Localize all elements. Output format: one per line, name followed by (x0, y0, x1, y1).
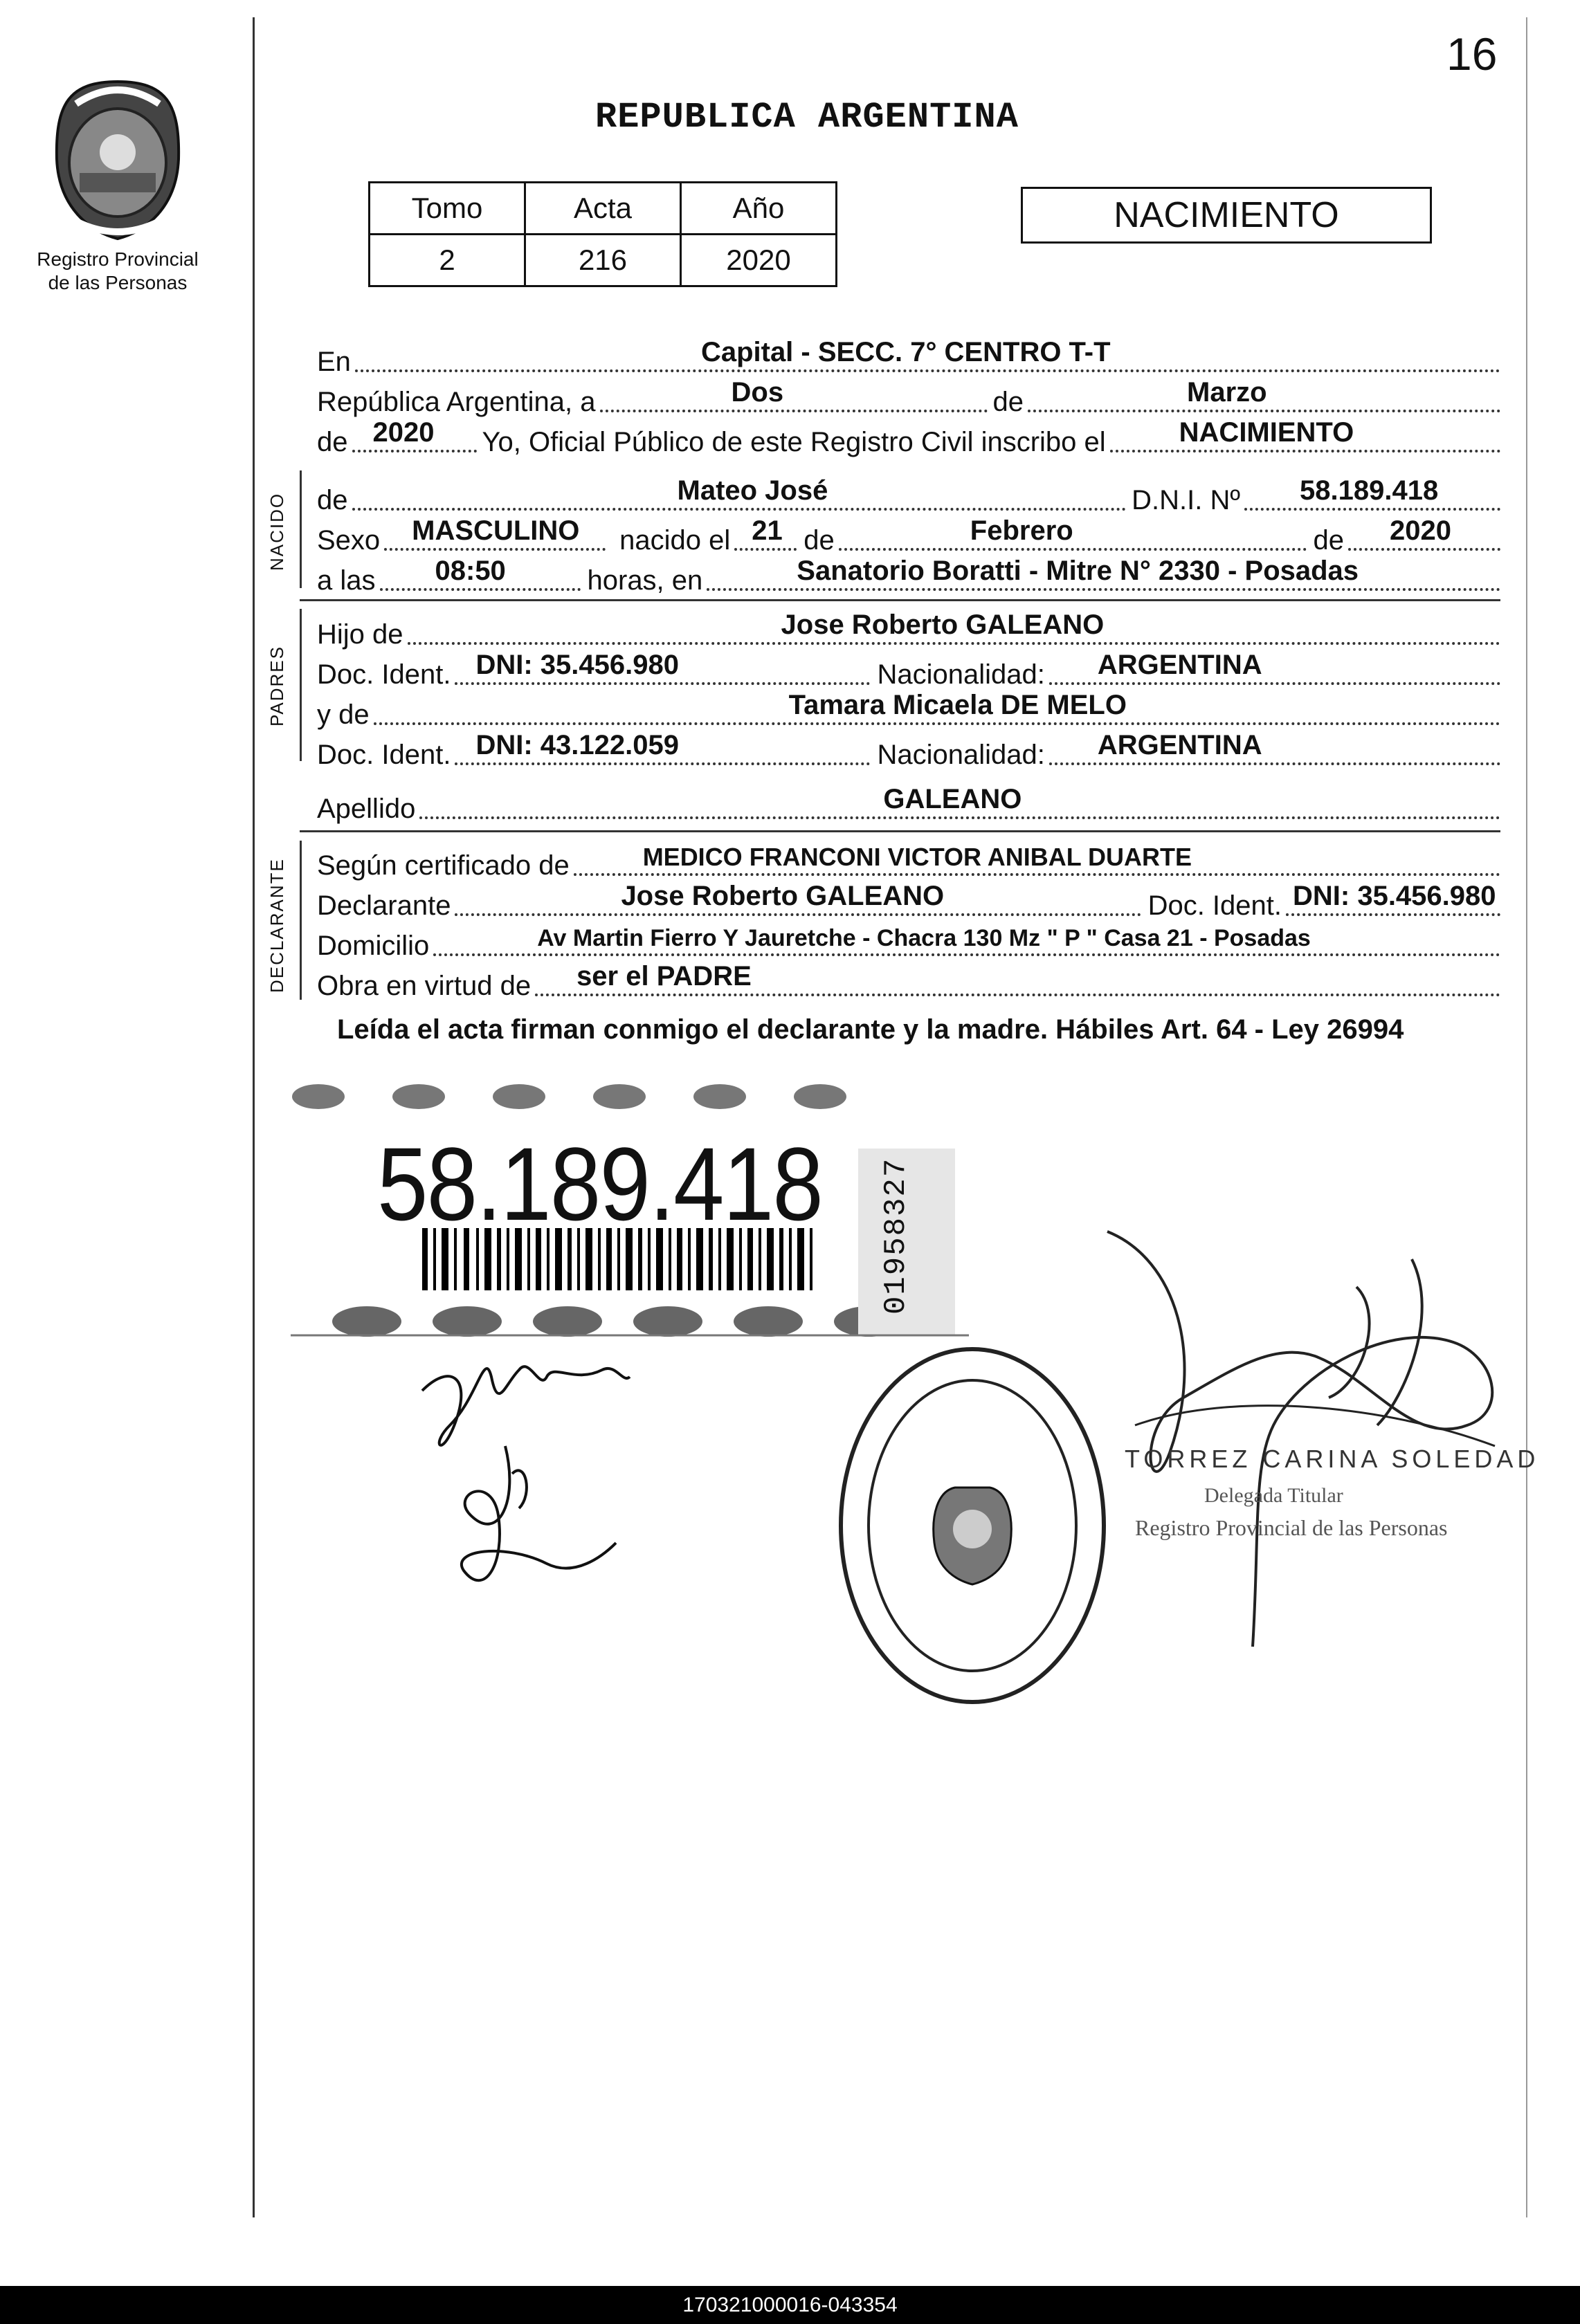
registry-seal-icon (834, 1342, 1111, 1709)
left-margin-line (253, 17, 255, 2217)
birth-month: Febrero (970, 515, 1073, 546)
misiones-shield-icon (28, 76, 208, 242)
birth-place: Sanatorio Boratti - Mitre N° 2330 - Posadas (797, 556, 1359, 586)
header-tomo: Tomo (370, 183, 525, 235)
mother-name: Tamara Micaela DE MELO (788, 690, 1127, 720)
row-surname: Apellido GALEANO (317, 786, 1500, 825)
act-value: NACIMIENTO (1179, 417, 1354, 448)
official-role: Delegada Titular (1204, 1484, 1343, 1507)
closing-note: Leída el acta firman conmigo el declarante y la madre. Hábiles Art. 64 - Ley 26994 (337, 1014, 1404, 1045)
official-office: Registro Provincial de las Personas (1135, 1515, 1448, 1540)
father-nationality: ARGENTINA (1097, 650, 1262, 680)
mother-nationality: ARGENTINA (1097, 730, 1262, 760)
child-sex: MASCULINO (412, 515, 580, 546)
official-name: TORREZ CARINA SOLEDAD (1125, 1445, 1540, 1473)
logo-caption: Registro Provincial de las Personas (37, 248, 199, 293)
address-value: Av Martin Fierro Y Jauretche - Chacra 130 Mz " P " Casa 21 - Posadas (537, 925, 1311, 951)
surname-value: GALEANO (883, 784, 1022, 814)
row-name: de Mateo José D.N.I. Nº 58.189.418 (317, 477, 1500, 516)
dni-sticker-serial: 01958327 (879, 1157, 914, 1315)
year-value: 2020 (372, 417, 435, 448)
value-acta: 216 (525, 235, 681, 286)
section-nacido-label: NACIDO (266, 492, 287, 571)
child-name: Mateo José (677, 475, 828, 506)
row-address: Domicilio Av Martin Fierro Y Jauretche - Chacra 130 Mz " P " Casa 21 - Posadas (317, 923, 1500, 962)
row-sex-date: Sexo MASCULINO nacido el 21 de Febrero de 2020 (317, 518, 1500, 556)
header-anio: Año (681, 183, 837, 235)
birth-day: 21 (752, 515, 783, 546)
place-value: Capital - SECC. 7° CENTRO T-T (700, 337, 1111, 367)
right-margin-line (1526, 17, 1527, 2217)
dni-sticker-number: 58.189.418 (377, 1126, 823, 1242)
row-mother: y de Tamara Micaela DE MELO (317, 692, 1500, 731)
row-date: República Argentina, a Dos de Marzo (317, 379, 1500, 418)
row-declarant: Declarante Jose Roberto GALEANO Doc. Ident. DNI: 35.456.980 (317, 883, 1500, 922)
capacity-value: ser el PADRE (576, 961, 752, 991)
birth-time: 08:50 (435, 556, 506, 586)
row-year: de 2020 Yo, Oficial Público de este Registro Civil inscribo el NACIMIENTO (317, 419, 1500, 458)
month-value: Marzo (1187, 377, 1267, 408)
header-acta: Acta (525, 183, 681, 235)
footer-code: 170321000016-043354 (0, 2286, 1580, 2324)
row-father: Hijo de Jose Roberto GALEANO (317, 612, 1500, 650)
father-doc: DNI: 35.456.980 (475, 650, 679, 680)
row-en: En Capital - SECC. 7° CENTRO T-T (317, 339, 1500, 378)
official-signature-icon (1093, 1218, 1523, 1660)
value-tomo: 2 (370, 235, 525, 286)
record-table (368, 181, 837, 287)
value-anio: 2020 (681, 235, 837, 286)
row-mother-doc: Doc. Ident. DNI: 43.122.059 Nacionalidad: ARGENTINA (317, 732, 1500, 771)
row-capacity: Obra en virtud de ser el PADRE (317, 963, 1500, 1002)
row-time-place: a las 08:50 horas, en Sanatorio Boratti - Mitre N° 2330 - Posadas (317, 558, 1500, 596)
child-dni: 58.189.418 (1300, 475, 1439, 506)
certificate-value: MEDICO FRANCONI VICTOR ANIBAL DUARTE (642, 843, 1192, 871)
declarant-doc: DNI: 35.456.980 (1293, 881, 1496, 911)
record-type-box: NACIMIENTO (1021, 187, 1432, 244)
mother-doc: DNI: 43.122.059 (475, 730, 679, 760)
declarant-name: Jose Roberto GALEANO (621, 881, 945, 911)
section-declarante-label: DECLARANTE (266, 858, 287, 993)
declarant-signature-icon (408, 1335, 644, 1626)
document-title: REPUBLICA ARGENTINA (595, 97, 1019, 138)
father-name: Jose Roberto GALEANO (781, 610, 1105, 640)
day-value: Dos (731, 377, 784, 408)
row-father-doc: Doc. Ident. DNI: 35.456.980 Nacionalidad: ARGENTINA (317, 652, 1500, 690)
birth-year: 2020 (1390, 515, 1451, 546)
page-number: 16 (1446, 28, 1498, 80)
section-padres-label: PADRES (266, 646, 287, 726)
row-certificate: Según certificado de MEDICO FRANCONI VICTOR ANIBAL DUARTE (317, 843, 1500, 881)
province-logo (28, 76, 208, 246)
